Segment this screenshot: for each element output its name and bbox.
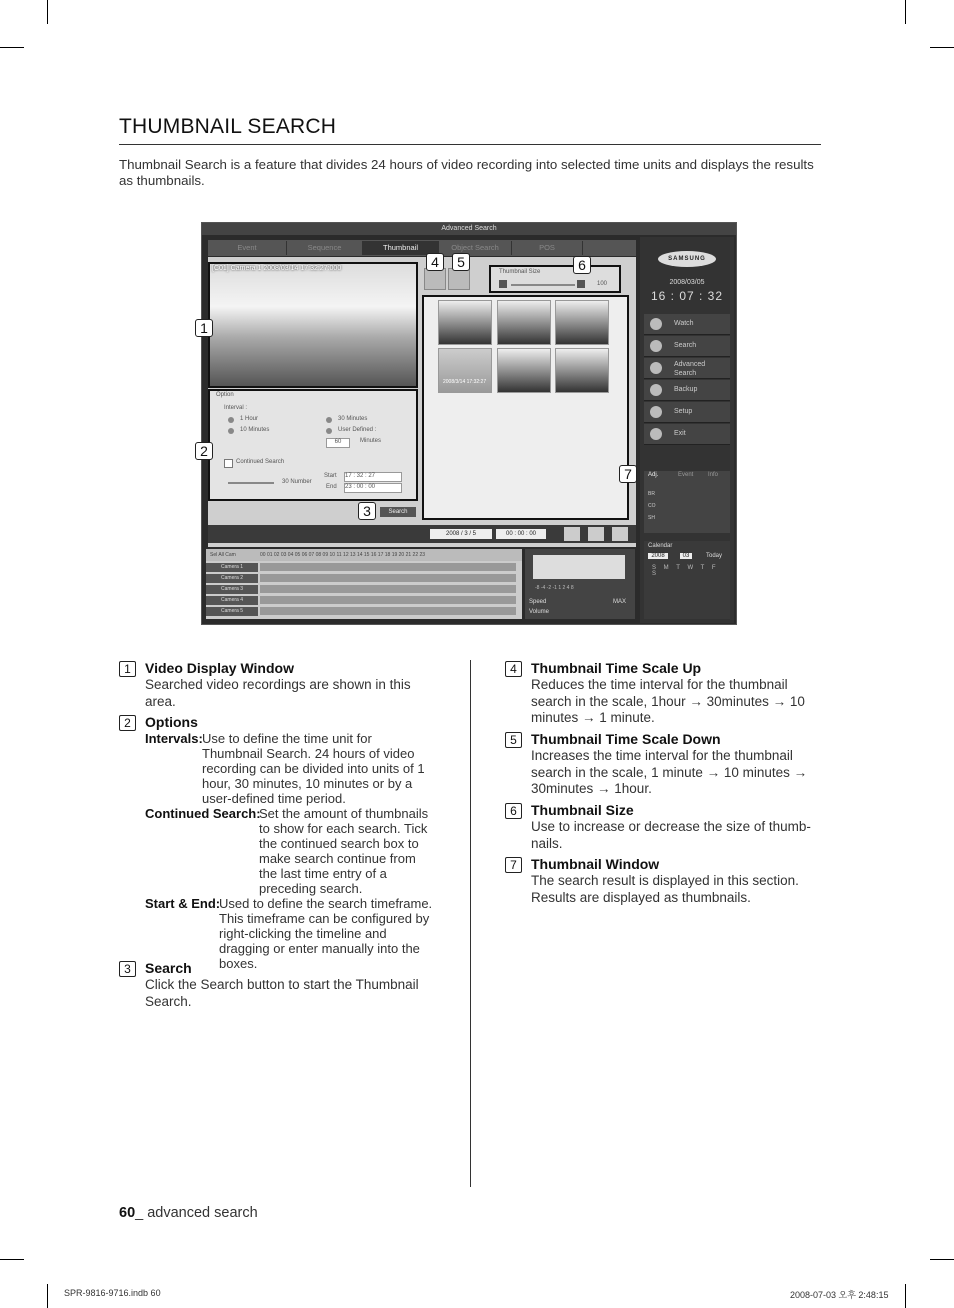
tab-thumbnail[interactable]: Thumbnail: [363, 241, 439, 255]
clock-time: 16 : 07 : 32: [650, 289, 724, 303]
section-name: _ advanced search: [135, 1205, 258, 1221]
calendar-month[interactable]: 03: [680, 553, 692, 559]
advanced-search-icon: [650, 362, 662, 374]
video-display-window: [208, 262, 418, 388]
title-rule: [119, 144, 821, 145]
item-number: 6: [505, 803, 522, 819]
start-label: Start: [324, 473, 337, 479]
option-continued-search: [145, 806, 445, 896]
menu-watch[interactable]: [644, 314, 730, 335]
item-description: Increases the time interval for the thumbnail search in the scale, 1 minute → 10 minutes → 30minutes → 1hour.: [531, 748, 808, 796]
timeline-header: [206, 549, 522, 561]
option-term: Intervals:: [145, 731, 203, 746]
print-file-info: SPR-9816-9716.indb 60: [64, 1288, 161, 1298]
item-number: 2: [119, 715, 136, 731]
callout-4: 4: [426, 253, 444, 271]
select-all-cameras[interactable]: Sel All Cam: [210, 552, 236, 558]
adj-sh: SH: [648, 515, 655, 521]
calendar-year[interactable]: 2008: [648, 553, 668, 559]
item-number: 1: [119, 661, 136, 677]
option-desc: Used to define the search timeframe. This timeframe can be configured by right-clicking the timeline and dragging or enter manually into the boxes.: [219, 896, 433, 971]
option-term: Continued Search:: [145, 806, 261, 821]
radio-10min[interactable]: [228, 428, 234, 434]
max-label: MAX: [613, 599, 627, 605]
item-description: Reduces the time interval for the thumbnail search in the scale, 1hour → 30minutes → 10 minutes → 1 minute.: [531, 677, 805, 725]
callout-3: 3: [358, 502, 376, 520]
crop-mark: [930, 1259, 954, 1260]
item-description: Searched video recordings are shown in this area.: [145, 677, 411, 709]
callout-6: 6: [573, 256, 591, 274]
thumbnail[interactable]: [555, 300, 609, 345]
tab-bar: [208, 240, 636, 256]
export-button[interactable]: [588, 527, 604, 541]
options-panel: [208, 389, 418, 501]
tab-object-search[interactable]: Object Search: [439, 241, 512, 255]
item-title: Search: [145, 960, 192, 976]
item-title: Thumbnail Time Scale Down: [531, 731, 721, 747]
thumbnail[interactable]: [555, 348, 609, 393]
tab-event[interactable]: Event: [208, 241, 287, 255]
volume-label: Volume: [529, 609, 550, 615]
crop-mark: [47, 0, 48, 24]
page-title: THUMBNAIL SEARCH: [119, 115, 337, 138]
menu-exit[interactable]: [644, 424, 730, 445]
date-input[interactable]: 2008 / 3 / 5: [430, 529, 492, 539]
crop-mark: [905, 0, 906, 24]
size-increase-button[interactable]: [577, 280, 585, 288]
item-description: Click the Search button to start the Thumbnail Search.: [145, 977, 419, 1009]
page-number: 60: [119, 1205, 136, 1221]
thumbnail-size-slider[interactable]: [511, 284, 575, 286]
menu-backup-label: Backup: [674, 386, 698, 393]
timeline-camera-row[interactable]: Camera 3: [206, 585, 258, 594]
callout-1: 1: [195, 319, 213, 337]
callout-2: 2: [195, 442, 213, 460]
options-title: Option: [216, 392, 234, 398]
user-defined-input[interactable]: 60: [326, 438, 350, 448]
minutes-label: Minutes: [360, 438, 382, 444]
crop-mark: [930, 47, 954, 48]
print-timestamp: 2008-07-03 오후 2:48:15: [790, 1290, 889, 1300]
calendar: [644, 541, 730, 619]
item-title: Thumbnail Time Scale Up: [531, 660, 702, 676]
thumbnail-size-control: [489, 265, 621, 293]
radio-user-defined[interactable]: [326, 428, 332, 434]
radio-30min-label: 30 Minutes: [338, 416, 368, 422]
menu-setup-label: Setup: [674, 408, 693, 415]
thumbnail[interactable]: [438, 300, 492, 345]
size-decrease-button[interactable]: [499, 280, 507, 288]
timeline-track[interactable]: [260, 574, 516, 582]
camera-snapshot-button[interactable]: [564, 527, 580, 541]
advanced-search-screenshot: [201, 222, 737, 625]
crop-mark: [905, 1284, 906, 1308]
continued-search-label: Continued Search: [236, 459, 285, 465]
start-time-input[interactable]: 17 : 32 : 27: [344, 472, 402, 482]
radio-1hour-label: 1 Hour: [240, 416, 259, 422]
menu-backup[interactable]: [644, 380, 730, 401]
today-button[interactable]: Today: [706, 553, 723, 559]
menu-search-label: Search: [674, 342, 697, 349]
samsung-logo: SAMSUNG: [658, 251, 716, 267]
item-number: 7: [505, 857, 522, 873]
search-icon: [650, 340, 662, 352]
time-scale-down-button[interactable]: [448, 268, 470, 290]
thumbnail-window: [422, 295, 629, 520]
interval-label: Interval :: [224, 405, 248, 411]
thumbnail-caption: 2008/3/14 17:32:27: [443, 379, 487, 385]
playback-buttons[interactable]: [533, 555, 625, 579]
item-number: 3: [119, 961, 136, 977]
adjust-panel: [644, 471, 730, 533]
right-panel: [640, 237, 734, 623]
item-title: Thumbnail Window: [531, 856, 660, 872]
search-button[interactable]: Search: [380, 507, 416, 517]
adj-br: BR: [648, 491, 655, 497]
number-slider[interactable]: [228, 482, 274, 484]
adj-tab[interactable]: Adj.: [648, 472, 659, 478]
timeline-camera-row[interactable]: Camera 2: [206, 574, 258, 583]
number-label: 30 Number: [282, 479, 312, 485]
callout-5: 5: [452, 253, 470, 271]
column-divider: [470, 660, 471, 1187]
thumbnail-size-value: 100: [597, 281, 608, 287]
timeline-hours: 00 01 02 03 04 05 06 07 08 09 10 11 12 13 14 15 16 17 18 19 20 21 22 23: [260, 552, 426, 558]
speed-label: Speed: [529, 599, 547, 605]
option-intervals: [145, 731, 445, 806]
playback-controls: [525, 549, 635, 619]
timeline-track[interactable]: [260, 585, 516, 593]
item-number: 5: [505, 732, 522, 748]
crop-mark: [47, 1284, 48, 1308]
crop-mark: [0, 47, 24, 48]
end-time-input[interactable]: 23 : 00 : 00: [344, 483, 402, 493]
tab-sequence[interactable]: Sequence: [287, 241, 363, 255]
time-input[interactable]: 00 : 00 : 00: [496, 529, 546, 539]
option-start-end: [145, 896, 445, 971]
window-title: Advanced Search: [202, 223, 736, 235]
radio-30min[interactable]: [326, 417, 332, 423]
timeline: [206, 549, 522, 619]
calendar-label: Calendar: [648, 543, 673, 549]
menu-advanced-search[interactable]: [644, 358, 730, 379]
callout-7: 7: [619, 465, 637, 483]
thumbnail-size-label: Thumbnail Size: [499, 269, 541, 275]
intro-paragraph: Thumbnail Search is a feature that divides 24 hours of video recording into selected time units and displays the results as thumbnails.: [119, 157, 814, 188]
menu-search[interactable]: [644, 336, 730, 357]
thumbnail[interactable]: [497, 300, 551, 345]
timeline-camera-row[interactable]: Camera 4: [206, 596, 258, 605]
refresh-button[interactable]: [612, 527, 628, 541]
option-desc: Set the amount of thumbnails to show for each search. Tick the continued search box to make search continue from the last time entry of a preceding search.: [259, 806, 429, 896]
item-title: Thumbnail Size: [531, 802, 634, 818]
item-title: Options: [145, 714, 198, 730]
end-label: End: [326, 484, 337, 490]
radio-user-defined-label: User Defined :: [338, 427, 377, 433]
radio-10min-label: 10 Minutes: [240, 427, 270, 433]
backup-icon: [650, 384, 662, 396]
menu-advanced-search-label: Advanced Search: [674, 361, 706, 377]
continued-search-checkbox[interactable]: [224, 459, 233, 468]
power-icon: [650, 428, 662, 440]
page-footer: [119, 1205, 258, 1221]
menu-watch-label: Watch: [674, 320, 694, 327]
option-desc: Use to define the time unit for Thumbnail Search. 24 hours of video recording can be divided into units of 1 hour, 30 minutes, 10 minutes or by a user-defined time period.: [202, 731, 425, 806]
thumbnail[interactable]: [438, 348, 492, 393]
time-scale-up-button[interactable]: [424, 268, 446, 290]
adj-event-tab[interactable]: Event: [678, 472, 694, 478]
timeline-camera-row[interactable]: Camera 5: [206, 607, 258, 616]
option-term: Start & End:: [145, 896, 221, 911]
item-number: 4: [505, 661, 522, 677]
clock-date: 2008/03/05: [669, 279, 705, 286]
item-description: The search result is displayed in this section. Results are displayed as thumbnails.: [531, 873, 799, 905]
gear-icon: [650, 406, 662, 418]
menu-setup[interactable]: [644, 402, 730, 423]
radio-1hour[interactable]: [228, 417, 234, 423]
adj-info-tab[interactable]: Info: [708, 472, 719, 478]
item-title: Video Display Window: [145, 660, 294, 676]
watch-icon: [650, 318, 662, 330]
speed-scale: -8 -4 -2 -1 1 2 4 8: [535, 585, 574, 591]
video-caption: [C01] Camera 1 2008/03/14 17:32:27:000: [212, 265, 342, 272]
timeline-track[interactable]: [260, 563, 516, 571]
adj-co: CO: [648, 503, 656, 509]
item-description: Use to increase or decrease the size of thumb-nails.: [531, 819, 811, 851]
tab-pos[interactable]: POS: [512, 241, 583, 255]
timeline-track[interactable]: [260, 607, 516, 615]
thumbnail[interactable]: [497, 348, 551, 393]
menu-exit-label: Exit: [674, 430, 686, 437]
bottom-toolbar: [208, 525, 636, 543]
timeline-camera-row[interactable]: Camera 1: [206, 563, 258, 572]
timeline-track[interactable]: [260, 596, 516, 604]
crop-mark: [0, 1259, 24, 1260]
calendar-weekdays: S M T W T F S: [652, 565, 719, 577]
